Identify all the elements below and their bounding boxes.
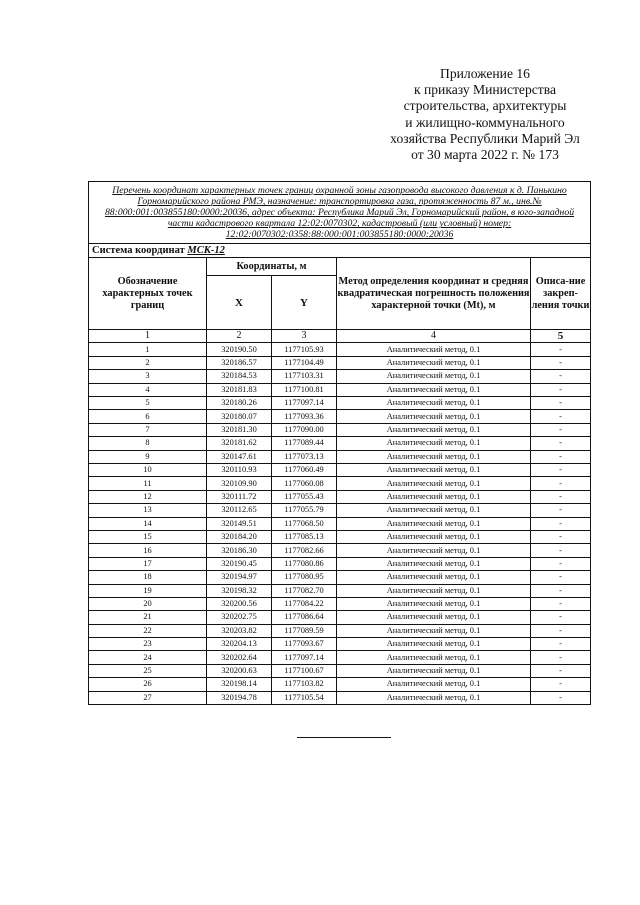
coord-y: 1177089.59: [272, 624, 337, 637]
table-row: [89, 611, 591, 624]
coord-x: 320109.90: [207, 477, 272, 490]
table-row: [89, 370, 591, 383]
point-number: 13: [89, 504, 207, 517]
coord-y: 1177089.44: [272, 437, 337, 450]
description-cell: -: [531, 450, 591, 463]
point-number: 11: [89, 477, 207, 490]
method-cell: Аналитический метод, 0.1: [337, 597, 531, 610]
point-number: 1: [89, 343, 207, 356]
coord-y: 1177105.54: [272, 691, 337, 704]
point-number: 12: [89, 490, 207, 503]
coord-x: 320181.30: [207, 423, 272, 436]
header-y: Y: [272, 276, 337, 330]
table-row: [89, 624, 591, 637]
header-method: Метод определения координат и средняя квадратическая погрешность положения характерной точки (Mt), м: [337, 258, 531, 330]
column-number: 5: [531, 330, 591, 343]
description-cell: -: [531, 571, 591, 584]
method-cell: Аналитический метод, 0.1: [337, 651, 531, 664]
coord-y: 1177097.14: [272, 397, 337, 410]
description-cell: -: [531, 544, 591, 557]
point-number: 18: [89, 571, 207, 584]
coord-x: 320200.63: [207, 664, 272, 677]
appendix-line: строительства, архитектуры: [403, 98, 567, 114]
point-number: 17: [89, 557, 207, 570]
point-number: 4: [89, 383, 207, 396]
table-row: [89, 397, 591, 410]
coord-x: 320202.64: [207, 651, 272, 664]
table-row: [89, 584, 591, 597]
description-cell: -: [531, 477, 591, 490]
coord-y: 1177060.08: [272, 477, 337, 490]
table-row: [89, 571, 591, 584]
appendix-line: хозяйства Республики Марий Эл: [390, 130, 580, 146]
column-number: 2: [207, 330, 272, 343]
table-row: [89, 343, 591, 356]
coord-x: 320204.13: [207, 638, 272, 651]
coord-x: 320198.14: [207, 678, 272, 691]
coord-y: 1177105.93: [272, 343, 337, 356]
coord-x: 320111.72: [207, 490, 272, 503]
coord-y: 1177104.49: [272, 356, 337, 369]
coord-y: 1177055.43: [272, 490, 337, 503]
header-description: Описа-ние закреп-ления точки: [531, 258, 591, 330]
coord-x: 320200.56: [207, 597, 272, 610]
coord-y: 1177080.95: [272, 571, 337, 584]
header-x: X: [207, 276, 272, 330]
coord-y: 1177055.79: [272, 504, 337, 517]
method-cell: Аналитический метод, 0.1: [337, 638, 531, 651]
header-coordinates: Координаты, м: [207, 258, 337, 276]
method-cell: Аналитический метод, 0.1: [337, 477, 531, 490]
description-cell: -: [531, 410, 591, 423]
coord-x: 320198.32: [207, 584, 272, 597]
coord-y: 1177090.00: [272, 423, 337, 436]
coordinate-system: [89, 244, 591, 258]
coord-y: 1177103.31: [272, 370, 337, 383]
coord-x: 320194.78: [207, 691, 272, 704]
coord-y: 1177082.66: [272, 544, 337, 557]
coord-y: 1177103.82: [272, 678, 337, 691]
method-cell: Аналитический метод, 0.1: [337, 490, 531, 503]
method-cell: Аналитический метод, 0.1: [337, 517, 531, 530]
coord-x: 320186.57: [207, 356, 272, 369]
method-cell: Аналитический метод, 0.1: [337, 504, 531, 517]
coordinate-system-name: МСК-12: [187, 245, 225, 257]
description-cell: -: [531, 691, 591, 704]
coord-x: 320184.53: [207, 370, 272, 383]
description-cell: -: [531, 343, 591, 356]
point-number: 21: [89, 611, 207, 624]
point-number: 27: [89, 691, 207, 704]
column-numbers-row: [89, 330, 591, 343]
table-row: [89, 664, 591, 677]
point-number: 22: [89, 624, 207, 637]
table-row: [89, 423, 591, 436]
coord-x: 320110.93: [207, 463, 272, 476]
signature-line: [297, 737, 391, 738]
coord-y: 1177086.64: [272, 611, 337, 624]
table-row: [89, 544, 591, 557]
description-cell: -: [531, 664, 591, 677]
coord-y: 1177100.81: [272, 383, 337, 396]
column-number: 3: [272, 330, 337, 343]
table-row: [89, 477, 591, 490]
description-cell: -: [531, 490, 591, 503]
coord-y: 1177100.67: [272, 664, 337, 677]
description-cell: -: [531, 437, 591, 450]
point-number: 23: [89, 638, 207, 651]
table-row: [89, 597, 591, 610]
coord-x: 320190.50: [207, 343, 272, 356]
table-row: [89, 463, 591, 476]
appendix-header: [340, 66, 630, 163]
table-row: [89, 490, 591, 503]
column-number: 4: [337, 330, 531, 343]
coord-x: 320147.61: [207, 450, 272, 463]
description-cell: -: [531, 678, 591, 691]
description-cell: -: [531, 383, 591, 396]
coord-y: 1177080.86: [272, 557, 337, 570]
method-cell: Аналитический метод, 0.1: [337, 450, 531, 463]
description-cell: -: [531, 597, 591, 610]
description-cell: -: [531, 624, 591, 637]
description-cell: -: [531, 651, 591, 664]
coord-x: 320180.07: [207, 410, 272, 423]
point-number: 25: [89, 664, 207, 677]
point-number: 3: [89, 370, 207, 383]
object-description: Перечень координат характерных точек границ охранной зоны газопровода высокого давления к д. Панькино Горномарийского района РМЭ, назначение: транспортировка газа, протяженность 87 м., инв.№ 88:000:001:003855180:0000:20036, адрес объекта: Республика Марий Эл, Горномарийский район, в юго-западной части кадастрового квартала 12:02:0070302, кадастровый (или условный) номер: 12:02:0070302:0358:88:000:001:003855180:0000:20036: [89, 182, 591, 244]
point-number: 19: [89, 584, 207, 597]
description-cell: -: [531, 504, 591, 517]
coord-y: 1177060.49: [272, 463, 337, 476]
point-number: 8: [89, 437, 207, 450]
method-cell: Аналитический метод, 0.1: [337, 571, 531, 584]
description-cell: -: [531, 638, 591, 651]
table-row: [89, 504, 591, 517]
table-body: [89, 343, 591, 705]
table-row: [89, 437, 591, 450]
point-number: 16: [89, 544, 207, 557]
point-number: 2: [89, 356, 207, 369]
description-cell: -: [531, 423, 591, 436]
method-cell: Аналитический метод, 0.1: [337, 624, 531, 637]
appendix-line: от 30 марта 2022 г. № 173: [411, 147, 559, 163]
description-cell: -: [531, 397, 591, 410]
coord-y: 1177093.67: [272, 638, 337, 651]
method-cell: Аналитический метод, 0.1: [337, 678, 531, 691]
coord-y: 1177073.13: [272, 450, 337, 463]
table-row: [89, 651, 591, 664]
coord-y: 1177068.50: [272, 517, 337, 530]
coord-y: 1177097.14: [272, 651, 337, 664]
coord-x: 320190.45: [207, 557, 272, 570]
coord-x: 320181.62: [207, 437, 272, 450]
coord-x: 320184.20: [207, 530, 272, 543]
method-cell: Аналитический метод, 0.1: [337, 370, 531, 383]
table-row: [89, 691, 591, 704]
description-cell: -: [531, 517, 591, 530]
description-cell: -: [531, 356, 591, 369]
description-cell: -: [531, 584, 591, 597]
coord-y: 1177093.36: [272, 410, 337, 423]
coord-x: 320194.97: [207, 571, 272, 584]
method-cell: Аналитический метод, 0.1: [337, 611, 531, 624]
coord-x: 320202.75: [207, 611, 272, 624]
method-cell: Аналитический метод, 0.1: [337, 664, 531, 677]
coord-x: 320112.65: [207, 504, 272, 517]
method-cell: Аналитический метод, 0.1: [337, 410, 531, 423]
description-cell: -: [531, 463, 591, 476]
method-cell: Аналитический метод, 0.1: [337, 463, 531, 476]
point-number: 5: [89, 397, 207, 410]
description-cell: -: [531, 611, 591, 624]
method-cell: Аналитический метод, 0.1: [337, 584, 531, 597]
point-number: 9: [89, 450, 207, 463]
table-row: [89, 557, 591, 570]
description-cell: -: [531, 370, 591, 383]
coord-x: 320180.26: [207, 397, 272, 410]
point-number: 24: [89, 651, 207, 664]
method-cell: Аналитический метод, 0.1: [337, 343, 531, 356]
column-number: 1: [89, 330, 207, 343]
coord-x: 320203.82: [207, 624, 272, 637]
method-cell: Аналитический метод, 0.1: [337, 557, 531, 570]
coordinates-table: [88, 181, 591, 705]
point-number: 15: [89, 530, 207, 543]
appendix-line: к приказу Министерства: [413, 82, 557, 98]
method-cell: Аналитический метод, 0.1: [337, 691, 531, 704]
point-number: 10: [89, 463, 207, 476]
point-number: 20: [89, 597, 207, 610]
coord-y: 1177082.70: [272, 584, 337, 597]
method-cell: Аналитический метод, 0.1: [337, 544, 531, 557]
table-row: [89, 638, 591, 651]
table-row: [89, 356, 591, 369]
point-number: 7: [89, 423, 207, 436]
table-row: [89, 530, 591, 543]
description-cell: -: [531, 557, 591, 570]
method-cell: Аналитический метод, 0.1: [337, 423, 531, 436]
method-cell: Аналитический метод, 0.1: [337, 530, 531, 543]
table-row: [89, 678, 591, 691]
point-number: 6: [89, 410, 207, 423]
appendix-line: Приложение 16: [440, 66, 530, 81]
coord-x: 320181.83: [207, 383, 272, 396]
method-cell: Аналитический метод, 0.1: [337, 383, 531, 396]
method-cell: Аналитический метод, 0.1: [337, 437, 531, 450]
coord-x: 320186.30: [207, 544, 272, 557]
coord-y: 1177085.13: [272, 530, 337, 543]
coord-x: 320149.51: [207, 517, 272, 530]
point-number: 14: [89, 517, 207, 530]
coordinate-system-label: Система координат: [92, 245, 185, 257]
description-cell: -: [531, 530, 591, 543]
table-row: [89, 410, 591, 423]
appendix-line: и жилищно-коммунального: [405, 114, 565, 130]
coord-y: 1177084.22: [272, 597, 337, 610]
method-cell: Аналитический метод, 0.1: [337, 397, 531, 410]
table-row: [89, 383, 591, 396]
method-cell: Аналитический метод, 0.1: [337, 356, 531, 369]
table-row: [89, 450, 591, 463]
point-number: 26: [89, 678, 207, 691]
table-row: [89, 517, 591, 530]
header-designation: Обозначение характерных точек границ: [89, 258, 207, 330]
